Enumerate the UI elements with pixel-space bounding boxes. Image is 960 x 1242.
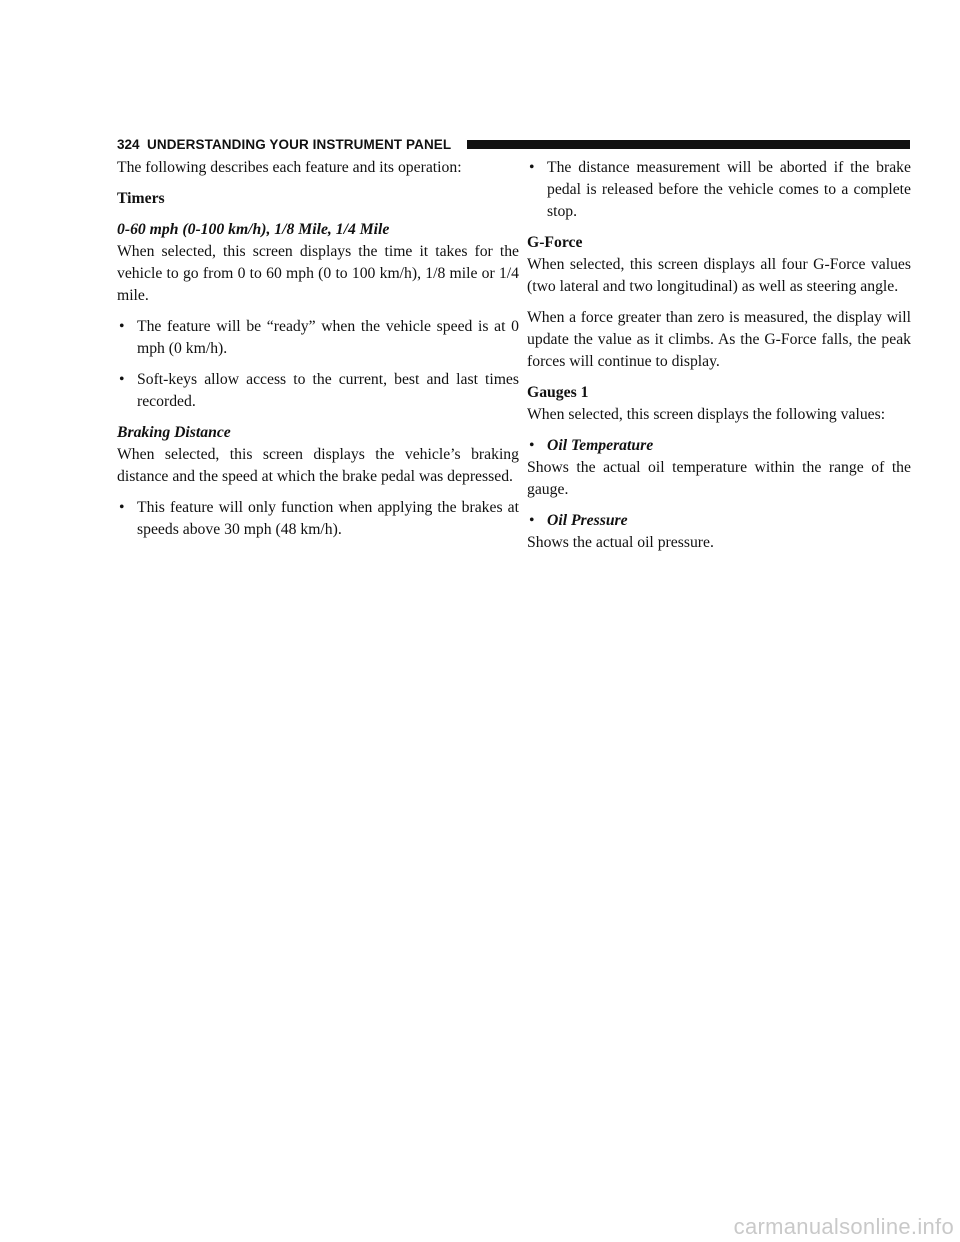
watermark: carmanualsonline.info: [733, 1214, 954, 1239]
bullet-icon: •: [119, 499, 125, 516]
header-rule: [467, 140, 910, 149]
oil-pressure-text: Shows the actual oil pressure.: [527, 534, 714, 551]
bullet-icon: •: [529, 437, 535, 454]
bullet-text: The distance measurement will be aborted if the brake pedal is released before the vehicle comes to a complete stop.: [547, 159, 911, 220]
bullet-text: This feature will only function when applying the brakes at speeds above 30 mph (48 km/h).: [137, 499, 519, 538]
gforce-heading: G-Force: [527, 234, 583, 251]
bullet-icon: •: [529, 159, 535, 176]
braking-text: When selected, this screen displays the vehicle’s braking distance and the speed at which the brake pedal was depressed.: [117, 446, 519, 485]
left-column: [117, 157, 519, 550]
oil-temperature-text: Shows the actual oil temperature within the range of the gauge.: [527, 459, 911, 498]
oil-pressure-label: Oil Pressure: [547, 512, 628, 529]
right-column: [527, 157, 911, 563]
timers-heading: Timers: [117, 190, 165, 207]
bullet-icon: •: [119, 318, 125, 335]
bullet-item: [117, 497, 519, 541]
braking-heading: Braking Distance: [117, 424, 231, 441]
bullet-text: The feature will be “ready” when the vehicle speed is at 0 mph (0 km/h).: [137, 318, 519, 357]
page-number: 324: [117, 137, 140, 152]
bullet-icon: •: [529, 512, 535, 529]
bullet-item: [527, 510, 911, 532]
gauges-heading: Gauges 1: [527, 384, 589, 401]
bullet-item: [527, 157, 911, 223]
timers-subheading: 0-60 mph (0-100 km/h), 1/8 Mile, 1/4 Mile: [117, 221, 390, 238]
gforce-text: When selected, this screen displays all four G-Force values (two lateral and two longitudinal) as well as steering angle.: [527, 256, 911, 295]
bullet-item: [527, 435, 911, 457]
intro-text: The following describes each feature and its operation:: [117, 159, 462, 176]
gauges-text: When selected, this screen displays the following values:: [527, 406, 886, 423]
bullet-icon: •: [119, 371, 125, 388]
timers-text: When selected, this screen displays the time it takes for the vehicle to go from 0 to 60 mph (0 to 100 km/h), 1/8 mile or 1/4 mile.: [117, 243, 519, 304]
bullet-text: Soft-keys allow access to the current, best and last times recorded.: [137, 371, 519, 410]
page-header: [117, 137, 910, 153]
oil-temperature-label: Oil Temperature: [547, 437, 654, 454]
bullet-item: [117, 316, 519, 360]
bullet-item: [117, 369, 519, 413]
section-title: UNDERSTANDING YOUR INSTRUMENT PANEL: [147, 137, 452, 152]
gforce-text: When a force greater than zero is measured, the display will update the value as it climbs. As the G-Force falls, the peak forces will continue to display.: [527, 309, 911, 370]
